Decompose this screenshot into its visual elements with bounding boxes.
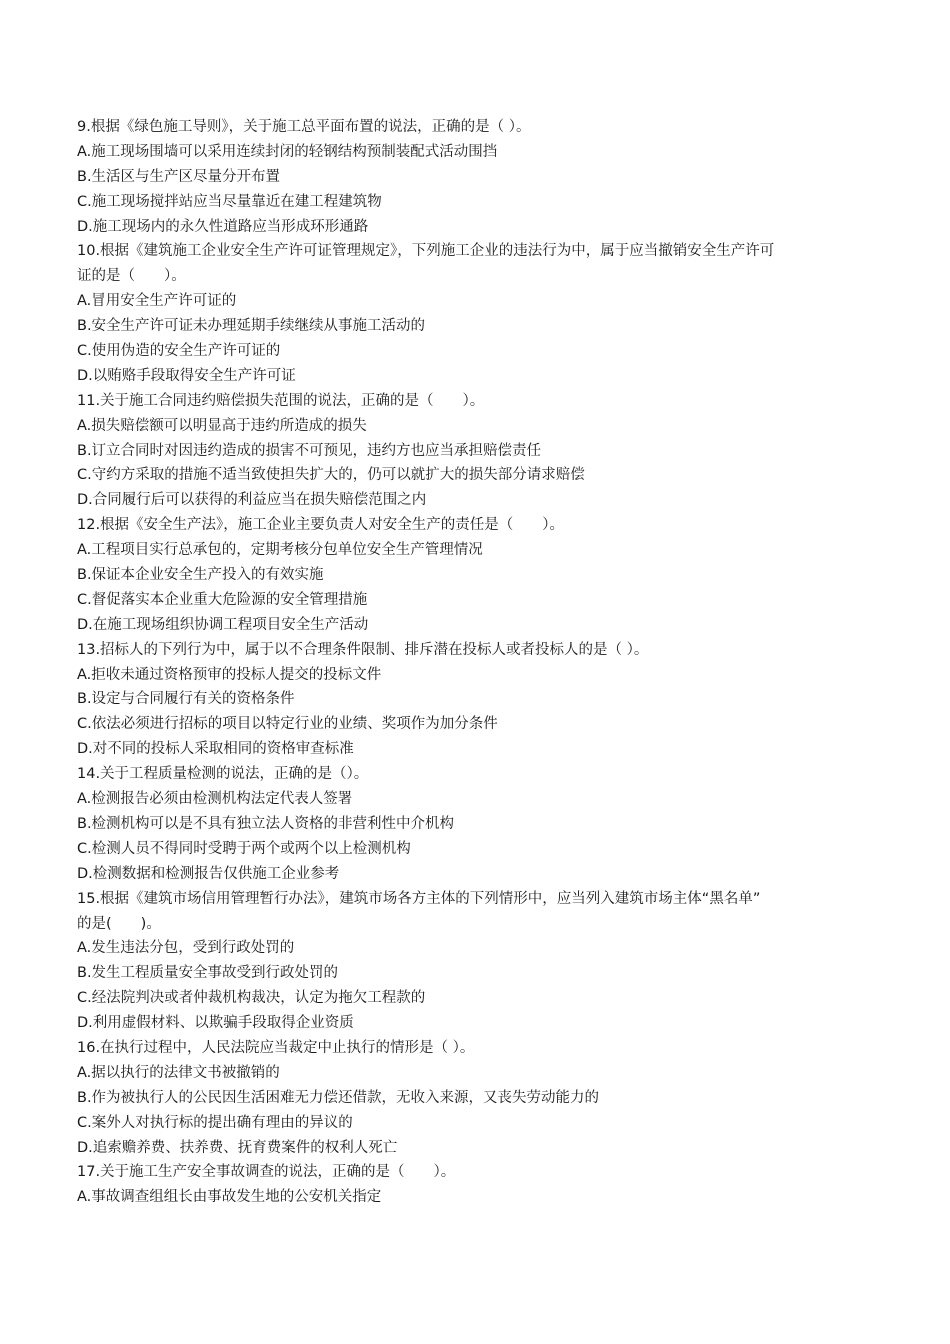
option-b: B.订立合同时对因违约造成的损害不可预见，违约方也应当承担赔偿责任 (77, 442, 542, 459)
option-b: B.检测机构可以是不具有独立法人资格的非营利性中介机构 (77, 815, 455, 832)
question-list (77, 115, 885, 1210)
option-a: A.检测报告必须由检测机构法定代表人签署 (77, 791, 353, 808)
question-16 (77, 1036, 885, 1160)
question-12 (77, 513, 885, 637)
option-d: D.施工现场内的永久性道路应当形成环形通路 (77, 218, 369, 235)
option-d: D.以贿赂手段取得安全生产许可证 (77, 367, 296, 384)
question-stem-line1: 15.根据《建筑市场信用管理暂行办法》，建筑市场各方主体的下列情形中，应当列入建筑市场主体“黑名单” (77, 890, 761, 907)
question-15 (77, 887, 885, 1036)
option-a: A.冒用安全生产许可证的 (77, 293, 237, 310)
option-a: A.事故调查组组长由事故发生地的公安机关指定 (77, 1189, 382, 1206)
question-stem: 9.根据《绿色施工导则》，关于施工总平面布置的说法，正确的是（ ）。 (77, 119, 531, 135)
option-a: A.工程项目实行总承包的，定期考核分包单位安全生产管理情况 (77, 542, 483, 559)
option-b: B.生活区与生产区尽量分开布置 (77, 168, 281, 185)
question-stem: 14.关于工程质量检测的说法，正确的是（）。 (77, 766, 369, 783)
option-c: C.守约方采取的措施不适当致使担失扩大的，仍可以就扩大的损失部分请求赔偿 (77, 467, 585, 484)
option-a: A.据以执行的法律文书被撤销的 (77, 1064, 280, 1081)
option-c: C.经法院判决或者仲裁机构裁决，认定为拖欠工程款的 (77, 990, 426, 1007)
question-13 (77, 638, 885, 762)
option-a: A.施工现场围墙可以采用连续封闭的轻钢结构预制装配式活动围挡 (77, 143, 498, 160)
option-a: A.拒收未通过资格预审的投标人提交的投标文件 (77, 666, 382, 683)
option-c: C.施工现场搅拌站应当尽量靠近在建工程建筑物 (77, 193, 382, 210)
option-b: B.设定与合同履行有关的资格条件 (77, 691, 295, 708)
option-d: D.追索赡养费、扶养费、抚育费案件的权利人死亡 (77, 1139, 398, 1156)
option-d: D.对不同的投标人采取相同的资格审查标准 (77, 741, 354, 758)
question-stem: 16.在执行过程中，人民法院应当裁定中止执行的情形是（ ）。 (77, 1039, 475, 1056)
question-stem-line2: 证的是（ ）。 (77, 268, 186, 285)
option-b: B.发生工程质量安全事故受到行政处罚的 (77, 965, 339, 982)
option-c: C.使用伪造的安全生产许可证的 (77, 343, 281, 360)
question-9 (77, 115, 885, 239)
question-stem: 11.关于施工合同违约赔偿损失范围的说法，正确的是（ ）。 (77, 392, 485, 409)
question-11 (77, 389, 885, 513)
option-d: D.检测数据和检测报告仅供施工企业参考 (77, 865, 340, 882)
option-c: C.督促落实本企业重大危险源的安全管理措施 (77, 591, 368, 608)
question-14 (77, 762, 885, 886)
question-stem-line1: 10.根据《建筑施工企业安全生产许可证管理规定》，下列施工企业的违法行为中，属于应当撤销安全生产许可 (77, 243, 775, 260)
question-10 (77, 239, 885, 388)
option-a: A.损失赔偿额可以明显高于违约所造成的损失 (77, 417, 367, 434)
option-c: C.检测人员不得同时受聘于两个或两个以上检测机构 (77, 840, 411, 857)
question-stem-line2: 的是( )。 (77, 915, 161, 932)
option-b: B.安全生产许可证未办理延期手续继续从事施工活动的 (77, 318, 426, 335)
question-17 (77, 1160, 885, 1210)
option-d: D.利用虚假材料、以欺骗手段取得企业资质 (77, 1015, 354, 1032)
option-d: D.合同履行后可以获得的利益应当在损失赔偿范围之内 (77, 492, 427, 509)
option-b: B.保证本企业安全生产投入的有效实施 (77, 567, 324, 584)
option-a: A.发生违法分包，受到行政处罚的 (77, 940, 295, 957)
question-stem: 17.关于施工生产安全事故调查的说法，正确的是（ ）。 (77, 1164, 456, 1181)
option-c: C.依法必须进行招标的项目以特定行业的业绩、奖项作为加分条件 (77, 716, 498, 733)
option-c: C.案外人对执行标的提出确有理由的异议的 (77, 1114, 353, 1131)
option-b: B.作为被执行人的公民因生活困难无力偿还借款，无收入来源，又丧失劳动能力的 (77, 1089, 600, 1106)
question-stem: 12.根据《安全生产法》，施工企业主要负责人对安全生产的责任是（ ）。 (77, 517, 565, 534)
question-stem: 13.招标人的下列行为中，属于以不合理条件限制、排斥潜在投标人或者投标人的是（ ）。 (77, 641, 649, 658)
option-d: D.在施工现场组织协调工程项目安全生产活动 (77, 616, 369, 633)
